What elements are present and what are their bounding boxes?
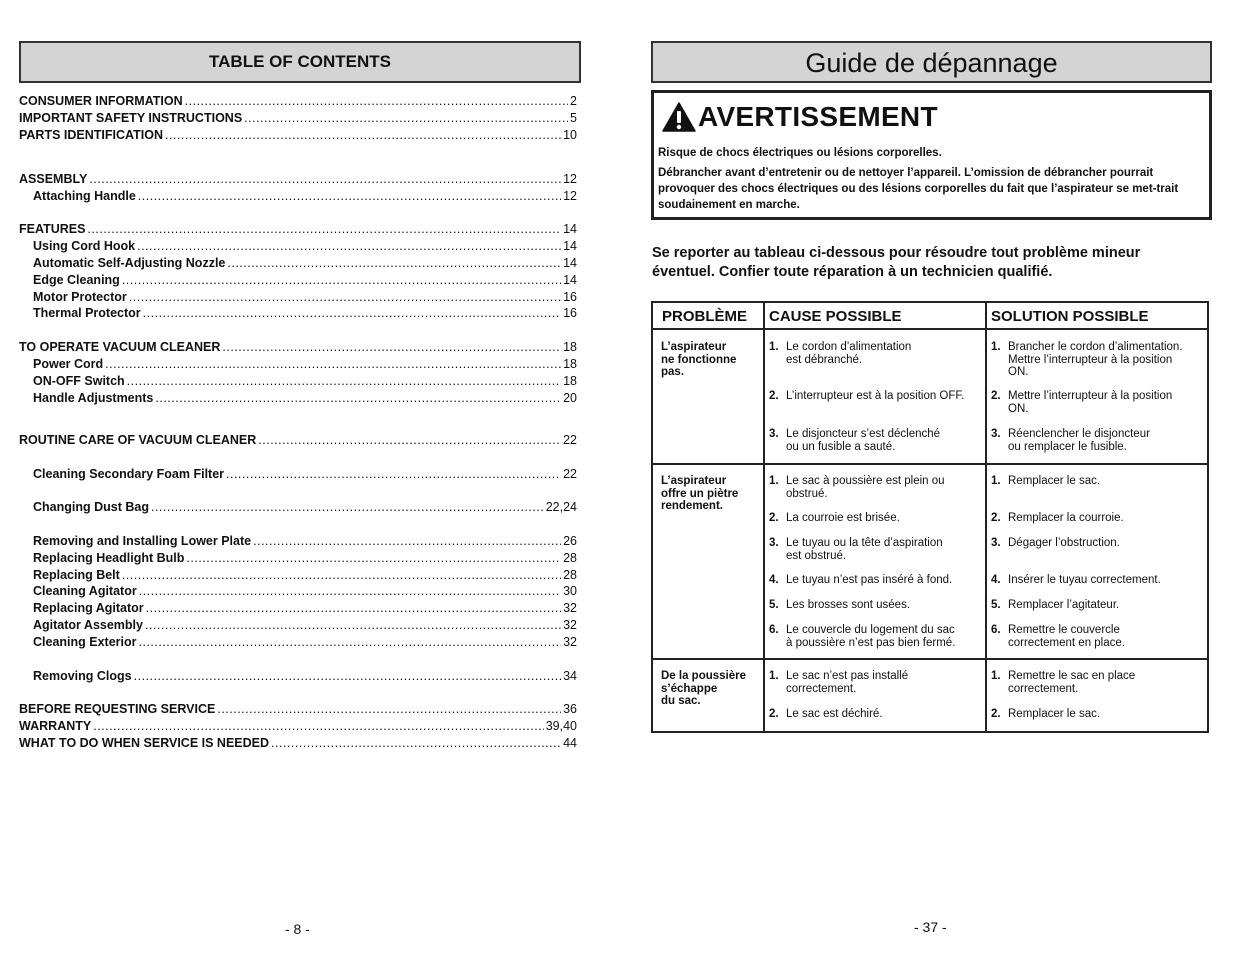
toc-leader-dots <box>186 551 561 565</box>
solution-item <box>991 670 1135 695</box>
item-number: 1. <box>769 670 779 682</box>
toc-entry-label: WARRANTY <box>19 719 92 733</box>
page-number-left: - 8 - <box>285 921 310 937</box>
toc-subentry <box>33 467 577 484</box>
toc-entry-page: 18 <box>563 340 577 354</box>
toc-leader-dots <box>217 702 561 716</box>
item-text: Le sac est déchiré. <box>786 708 883 720</box>
item-text: Les brosses sont usées. <box>786 599 911 611</box>
item-number: 6. <box>769 624 779 636</box>
toc-entry-page: 32 <box>563 635 577 649</box>
cause-item <box>769 512 900 525</box>
item-number: 1. <box>991 670 1001 682</box>
toc-subentry <box>33 290 577 307</box>
toc-subentry <box>33 357 577 374</box>
toc-subentry <box>33 500 577 517</box>
warning-triangle-icon <box>662 102 696 132</box>
toc-entry-page: 14 <box>563 273 577 287</box>
toc-entry-page: 16 <box>563 306 577 320</box>
warning-text-1: Risque de chocs électriques ou lésions corporelles. <box>658 147 942 159</box>
toc-leader-dots <box>226 467 561 481</box>
toc-subentry <box>33 534 577 551</box>
toc-leader-dots <box>145 618 561 632</box>
toc-leader-dots <box>139 584 561 598</box>
toc-entry-label: Using Cord Hook <box>33 239 136 253</box>
warning-heading-text: AVERTISSEMENT <box>698 101 938 132</box>
toc-leader-dots <box>122 273 561 287</box>
toc-entry <box>19 222 577 239</box>
item-number: 3. <box>991 537 1001 549</box>
item-number: 3. <box>769 428 779 440</box>
solution-item <box>991 475 1100 488</box>
toc-entry-label: Changing Dust Bag <box>33 500 149 514</box>
toc-entry-page: 30 <box>563 584 577 598</box>
item-text: Le disjoncteur s’est déclenché ou un fusible a sauté. <box>786 428 941 453</box>
toc-entry-label: IMPORTANT SAFETY INSTRUCTIONS <box>19 111 243 125</box>
item-text: Le couvercle du logement du sac à poussière n’est pas bien fermé. <box>786 624 956 649</box>
warning-heading <box>662 101 938 133</box>
toc-leader-dots <box>155 391 561 405</box>
solution-item <box>991 341 1183 379</box>
toc-entry <box>19 111 577 128</box>
warning-text-2: Débrancher avant d’entretenir ou de nettoyer l’appareil. L’omission de débrancher pourrait provoquer des chocs électriques ou des lésions corporelles du fait que l’aspirateur se met-trait soudainement en marche. <box>658 167 1179 211</box>
toc-entry <box>19 128 577 145</box>
toc-entry-label: ON-OFF Switch <box>33 374 125 388</box>
item-text: Remplacer le sac. <box>1008 708 1101 720</box>
toc-subentry <box>33 584 577 601</box>
row-divider <box>653 463 1207 465</box>
item-text: Le sac n’est pas installé correctement. <box>786 670 909 695</box>
item-number: 2. <box>991 708 1001 720</box>
toc-entry-label: Replacing Belt <box>33 568 120 582</box>
item-text: Brancher le cordon d’alimentation. Mettre l’interrupteur à la position ON. <box>1008 341 1183 378</box>
item-text: Remplacer l’agitateur. <box>1008 599 1120 611</box>
toc-entry-page: 28 <box>563 568 577 582</box>
toc-subentry <box>33 618 577 635</box>
item-text: Remplacer la courroie. <box>1008 512 1124 524</box>
toc-leader-dots <box>222 340 561 354</box>
toc-leader-dots <box>93 719 544 733</box>
toc-subentry <box>33 568 577 585</box>
cause-item <box>769 599 910 612</box>
toc-entry-label: CONSUMER INFORMATION <box>19 94 183 108</box>
toc-leader-dots <box>139 635 562 649</box>
toc-entry <box>19 433 577 450</box>
troubleshooting-table <box>651 301 1209 733</box>
toc-leader-dots <box>185 94 568 108</box>
right-page <box>651 0 1212 954</box>
header-solution: SOLUTION POSSIBLE <box>991 308 1149 325</box>
warning-box <box>651 90 1212 220</box>
cause-item <box>769 708 883 721</box>
toc-subentry <box>33 635 577 652</box>
toc-entry-label: Cleaning Secondary Foam Filter <box>33 467 225 481</box>
toc-entry-page: 20 <box>563 391 577 405</box>
column-divider <box>985 303 987 731</box>
item-text: Le tuyau ou la tête d’aspiration est obstrué. <box>786 537 943 562</box>
toc-entry-label: Cleaning Agitator <box>33 584 137 598</box>
toc-entry-page: 26 <box>563 534 577 548</box>
toc-entry-page: 2 <box>570 94 577 108</box>
toc-entry-label: Cleaning Exterior <box>33 635 137 649</box>
toc-title: TABLE OF CONTENTS <box>19 41 581 83</box>
toc-entry-label: Thermal Protector <box>33 306 141 320</box>
item-number: 3. <box>991 428 1001 440</box>
toc-entry-page: 14 <box>563 239 577 253</box>
toc-subentry <box>33 669 577 686</box>
toc-entry-page: 18 <box>563 374 577 388</box>
solution-item <box>991 428 1150 453</box>
cause-item <box>769 670 908 695</box>
page-number-right: - 37 - <box>914 919 947 935</box>
toc-entry-label: ROUTINE CARE OF VACUUM CLEANER <box>19 433 257 447</box>
toc-entry-label: ASSEMBLY <box>19 172 88 186</box>
item-text: Le cordon d’alimentation est débranché. <box>786 341 912 366</box>
item-text: Remettre le sac en place correctement. <box>1008 670 1136 695</box>
item-number: 2. <box>769 390 779 402</box>
toc-leader-dots <box>137 239 561 253</box>
toc-leader-dots <box>258 433 561 447</box>
toc-entry <box>19 94 577 111</box>
cause-item <box>769 624 955 649</box>
item-text: Remplacer le sac. <box>1008 475 1101 487</box>
cause-item <box>769 537 943 562</box>
toc-leader-dots <box>165 128 561 142</box>
toc-entry <box>19 736 577 753</box>
item-text: Dégager l’obstruction. <box>1008 537 1120 549</box>
toc-entry-label: FEATURES <box>19 222 86 236</box>
problem-cell: L’aspirateur offre un piètre rendement. <box>661 475 739 512</box>
toc-entry-page: 10 <box>563 128 577 142</box>
toc-entry-page: 39,40 <box>545 719 577 733</box>
solution-item <box>991 574 1161 587</box>
cause-item <box>769 390 964 403</box>
left-page <box>19 0 581 954</box>
toc-entry-label: Replacing Agitator <box>33 601 144 615</box>
toc-entry <box>19 340 577 357</box>
toc-entry-page: 44 <box>563 736 577 750</box>
problem-cell: L’aspirateur ne fonctionne pas. <box>661 341 737 378</box>
page-title: Guide de dépannage <box>651 41 1212 83</box>
toc-entry-label: Replacing Headlight Bulb <box>33 551 185 565</box>
toc-leader-dots <box>253 534 561 548</box>
toc-entry-label: BEFORE REQUESTING SERVICE <box>19 702 216 716</box>
item-number: 2. <box>991 390 1001 402</box>
toc-leader-dots <box>129 290 561 304</box>
cause-item <box>769 475 945 500</box>
toc-entry-page: 5 <box>570 111 577 125</box>
item-text: L’interrupteur est à la position OFF. <box>786 390 965 402</box>
toc-subentry <box>33 306 577 323</box>
item-number: 5. <box>769 599 779 611</box>
toc-entry-label: Attaching Handle <box>33 189 136 203</box>
toc-entry-page: 22 <box>563 467 577 481</box>
solution-item <box>991 537 1120 550</box>
toc-entry <box>19 702 577 719</box>
toc-entry-label: Removing and Installing Lower Plate <box>33 534 252 548</box>
toc-leader-dots <box>151 500 544 514</box>
toc-entry-page: 14 <box>563 256 577 270</box>
solution-item <box>991 599 1119 612</box>
solution-item <box>991 708 1100 721</box>
item-text: Le sac à poussière est plein ou obstrué. <box>786 475 945 500</box>
item-number: 6. <box>991 624 1001 636</box>
header-cause: CAUSE POSSIBLE <box>769 308 902 325</box>
toc-entry <box>19 172 577 189</box>
toc-subentry <box>33 273 577 290</box>
toc-entry-label: Motor Protector <box>33 290 127 304</box>
item-number: 1. <box>769 341 779 353</box>
row-divider <box>653 328 1207 330</box>
toc-entry-page: 16 <box>563 290 577 304</box>
toc-leader-dots <box>143 306 561 320</box>
header-probleme: PROBLÈME <box>662 308 748 325</box>
toc-entry-page: 14 <box>563 222 577 236</box>
item-number: 1. <box>769 475 779 487</box>
toc-entry-page: 22 <box>563 433 577 447</box>
toc-leader-dots <box>134 669 561 683</box>
toc-leader-dots <box>87 222 561 236</box>
item-text: Réenclencher le disjoncteur ou remplacer le fusible. <box>1008 428 1150 453</box>
toc-leader-dots <box>122 568 561 582</box>
item-number: 2. <box>769 708 779 720</box>
item-number: 2. <box>769 512 779 524</box>
toc-subentry <box>33 391 577 408</box>
item-text: Remettre le couvercle correctement en place. <box>1008 624 1125 649</box>
toc-entry-label: Automatic Self-Adjusting Nozzle <box>33 256 226 270</box>
cause-item <box>769 428 940 453</box>
toc-leader-dots <box>89 172 561 186</box>
toc-entry-page: 18 <box>563 357 577 371</box>
toc-entry-page: 12 <box>563 189 577 203</box>
toc-entry-label: Handle Adjustments <box>33 391 154 405</box>
toc-subentry <box>33 239 577 256</box>
toc-subentry <box>33 601 577 618</box>
toc-entry-page: 32 <box>563 601 577 615</box>
item-text: Le tuyau n’est pas inséré à fond. <box>786 574 953 586</box>
cause-item <box>769 574 952 587</box>
toc-leader-dots <box>271 736 561 750</box>
toc-leader-dots <box>146 601 561 615</box>
toc-entry-label: TO OPERATE VACUUM CLEANER <box>19 340 221 354</box>
toc-leader-dots <box>227 256 561 270</box>
item-text: La courroie est brisée. <box>786 512 900 524</box>
item-number: 2. <box>991 512 1001 524</box>
solution-item <box>991 390 1172 415</box>
item-number: 5. <box>991 599 1001 611</box>
toc-entry-label: Edge Cleaning <box>33 273 120 287</box>
toc-entry <box>19 719 577 736</box>
item-text: Insérer le tuyau correctement. <box>1008 574 1161 586</box>
cause-item <box>769 341 911 366</box>
toc-entry-page: 12 <box>563 172 577 186</box>
toc-entry-page: 34 <box>563 669 577 683</box>
toc-entry-label: Removing Clogs <box>33 669 132 683</box>
item-number: 1. <box>991 475 1001 487</box>
intro-text: Se reporter au tableau ci-dessous pour résoudre tout problème mineur éventuel. Confier toute réparation à un technicien qualifié. <box>652 245 1141 280</box>
toc-subentry <box>33 551 577 568</box>
toc-entry-label: PARTS IDENTIFICATION <box>19 128 163 142</box>
toc-leader-dots <box>127 374 561 388</box>
toc-leader-dots <box>105 357 561 371</box>
row-divider <box>653 658 1207 660</box>
toc-subentry <box>33 189 577 206</box>
toc-leader-dots <box>244 111 568 125</box>
toc-leader-dots <box>138 189 561 203</box>
toc-subentry <box>33 374 577 391</box>
toc-entry-page: 22,24 <box>545 500 577 514</box>
item-number: 4. <box>991 574 1001 586</box>
toc-subentry <box>33 256 577 273</box>
column-divider <box>763 303 765 731</box>
item-number: 3. <box>769 537 779 549</box>
item-number: 4. <box>769 574 779 586</box>
toc-entry-label: WHAT TO DO WHEN SERVICE IS NEEDED <box>19 736 270 750</box>
item-text: Mettre l’interrupteur à la position ON. <box>1008 390 1173 415</box>
toc-entry-page: 32 <box>563 618 577 632</box>
item-number: 1. <box>991 341 1001 353</box>
toc-entry-label: Power Cord <box>33 357 104 371</box>
problem-cell: De la poussière s’échappe du sac. <box>661 670 747 707</box>
solution-item <box>991 512 1124 525</box>
toc-entry-label: Agitator Assembly <box>33 618 143 632</box>
solution-item <box>991 624 1125 649</box>
toc-entry-page: 36 <box>563 702 577 716</box>
toc-entry-page: 28 <box>563 551 577 565</box>
